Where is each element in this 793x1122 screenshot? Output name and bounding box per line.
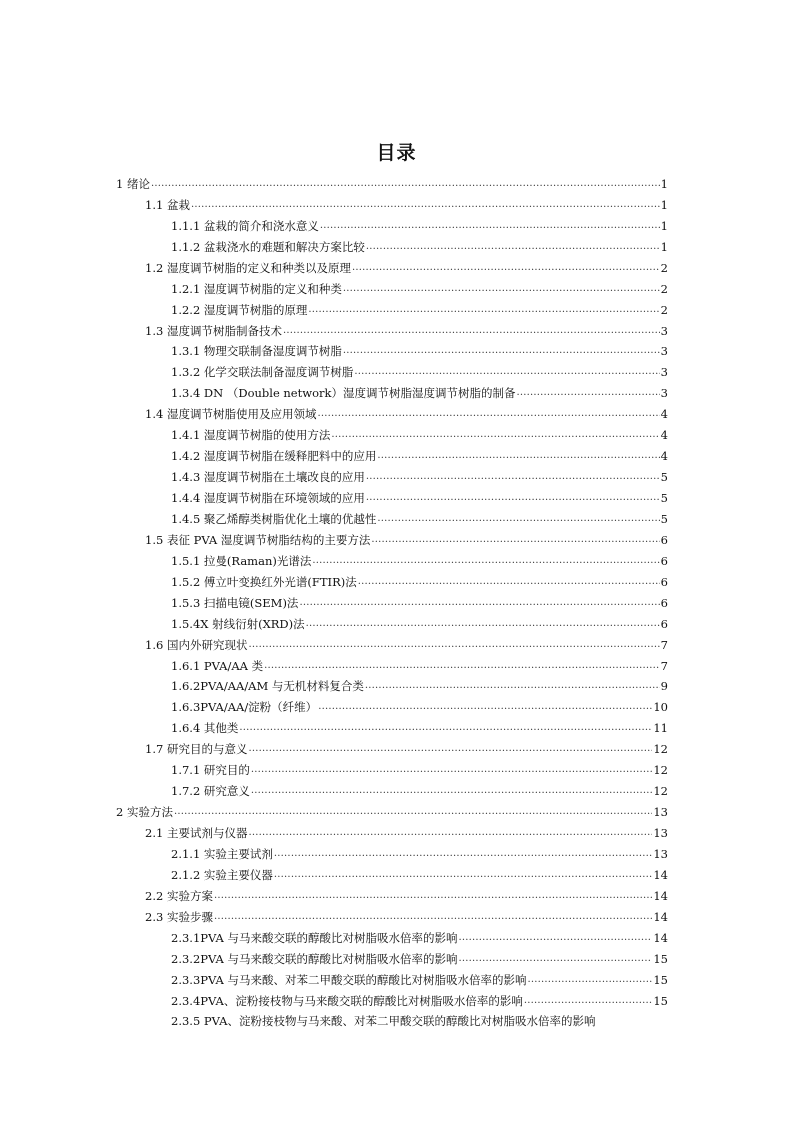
toc-page-number: 6 xyxy=(660,595,668,610)
toc-entry[interactable] xyxy=(0,758,668,779)
toc-page-number: 2 xyxy=(660,260,668,275)
toc-entry-title: 1.3 湿度调节树脂制备技术 xyxy=(145,323,282,338)
toc-dot-leader xyxy=(352,261,660,275)
toc-entry[interactable] xyxy=(0,319,668,340)
toc-entry-title: 1.2 湿度调节树脂的定义和种类以及原理 xyxy=(145,260,351,275)
toc-title: 目录 xyxy=(376,142,417,164)
toc-page-number: 12 xyxy=(653,742,668,757)
toc-entry[interactable] xyxy=(0,800,668,821)
toc-dot-leader xyxy=(318,700,652,714)
toc-entry[interactable] xyxy=(0,444,668,465)
toc-page-number: 3 xyxy=(660,365,668,380)
toc-dot-leader xyxy=(366,491,660,505)
toc-dot-leader xyxy=(371,533,659,547)
toc-page-number: 15 xyxy=(653,972,668,987)
toc-entry-title: 2 实验方法 xyxy=(116,805,173,820)
toc-entry[interactable] xyxy=(0,528,668,549)
toc-entry[interactable] xyxy=(0,947,668,968)
toc-entry-title: 1 绪论 xyxy=(116,176,150,191)
toc-entry[interactable] xyxy=(0,381,668,402)
toc-entry-title: 1.4 湿度调节树脂使用及应用领域 xyxy=(145,407,317,422)
toc-page-number: 3 xyxy=(660,386,668,401)
toc-dot-leader xyxy=(524,994,653,1008)
toc-entry[interactable] xyxy=(0,612,668,633)
toc-dot-leader xyxy=(214,910,652,924)
toc-dot-leader xyxy=(251,784,652,798)
toc-entry-title: 2.3 实验步骤 xyxy=(145,909,213,924)
toc-entry[interactable] xyxy=(0,968,668,989)
toc-page-number: 5 xyxy=(660,470,668,485)
toc-entry-title: 1.1 盆栽 xyxy=(145,197,190,212)
toc-page-number: 10 xyxy=(653,700,668,715)
toc-dot-leader xyxy=(458,952,652,966)
toc-entry[interactable] xyxy=(0,214,668,235)
toc-page-number: 14 xyxy=(653,867,668,882)
toc-page-number: 4 xyxy=(660,449,668,464)
toc-page-number: 6 xyxy=(660,574,668,589)
toc-dot-leader xyxy=(458,931,652,945)
toc-entry[interactable] xyxy=(0,675,668,696)
toc-entry-title: 2.3.2PVA 与马来酸交联的醇酸比对树脂吸水倍率的影响 xyxy=(171,951,458,966)
toc-page-number: 3 xyxy=(660,344,668,359)
toc-page-number: 1 xyxy=(660,239,668,254)
toc-entry-title: 1.6.3PVA/AA/淀粉（纤维） xyxy=(171,700,318,715)
toc-dot-leader xyxy=(366,240,660,254)
toc-entry[interactable] xyxy=(0,507,668,528)
toc-dot-leader xyxy=(283,324,660,338)
toc-entry-title: 1.7.1 研究目的 xyxy=(171,763,250,778)
toc-dot-leader xyxy=(299,596,659,610)
toc-dot-leader xyxy=(248,826,652,840)
toc-entry-title: 1.6.2PVA/AA/AM 与无机材料复合类 xyxy=(171,679,364,694)
toc-page-number: 13 xyxy=(653,846,668,861)
toc-dot-leader xyxy=(343,282,660,296)
toc-entry[interactable] xyxy=(0,465,668,486)
toc-page-number: 6 xyxy=(660,553,668,568)
toc-page-number: 12 xyxy=(653,763,668,778)
toc-dot-leader xyxy=(343,344,660,358)
toc-dot-leader xyxy=(377,449,659,463)
toc-dot-leader xyxy=(239,721,652,735)
toc-dot-leader xyxy=(248,742,652,756)
toc-page-number: 2 xyxy=(660,281,668,296)
toc-entry[interactable] xyxy=(0,193,668,214)
toc-page-number: 1 xyxy=(660,176,668,191)
toc-page-number: 6 xyxy=(660,616,668,631)
toc-entry-title: 2.3.1PVA 与马来酸交联的醇酸比对树脂吸水倍率的影响 xyxy=(171,930,458,945)
toc-entry-title: 1.6.1 PVA/AA 类 xyxy=(171,658,264,673)
toc-dot-leader xyxy=(527,973,652,987)
toc-entry[interactable] xyxy=(0,298,668,319)
toc-entry-title: 1.7 研究目的与意义 xyxy=(145,742,248,757)
toc-page-number: 5 xyxy=(660,511,668,526)
toc-page-number: 1 xyxy=(660,197,668,212)
toc-page-number: 4 xyxy=(660,407,668,422)
toc-entry[interactable] xyxy=(0,926,668,947)
toc-dot-leader xyxy=(251,763,652,777)
toc-dot-leader xyxy=(516,386,659,400)
toc-entry[interactable] xyxy=(0,884,668,905)
toc-entry-title: 1.3.2 化学交联法制备湿度调节树脂 xyxy=(171,365,354,380)
toc-entry[interactable] xyxy=(0,905,668,926)
table-of-contents xyxy=(0,172,793,1030)
toc-dot-leader xyxy=(248,638,659,652)
toc-dot-leader xyxy=(320,219,660,233)
toc-entry[interactable] xyxy=(0,863,668,884)
toc-dot-leader xyxy=(274,868,652,882)
toc-dot-leader xyxy=(317,407,659,421)
toc-page-number: 6 xyxy=(660,532,668,547)
toc-dot-leader xyxy=(151,177,660,191)
toc-entry-title: 1.6.4 其他类 xyxy=(171,721,239,736)
toc-entry-title: 2.2 实验方案 xyxy=(145,888,213,903)
toc-entry-title: 1.1.1 盆栽的简介和浇水意义 xyxy=(171,218,319,233)
toc-entry[interactable] xyxy=(0,256,668,277)
toc-page-number: 15 xyxy=(653,993,668,1008)
toc-entry-title: 1.4.1 湿度调节树脂的使用方法 xyxy=(171,428,331,443)
toc-entry[interactable] xyxy=(0,842,668,863)
toc-page-number: 13 xyxy=(653,826,668,840)
toc-dot-leader xyxy=(308,303,659,317)
toc-dot-leader xyxy=(354,365,659,379)
toc-page-number: 11 xyxy=(653,721,668,736)
toc-page-number: 7 xyxy=(660,637,668,652)
toc-page-number: 1 xyxy=(660,218,668,233)
toc-page-number: 15 xyxy=(653,951,668,966)
toc-entry[interactable] xyxy=(0,570,668,591)
toc-page-number: 14 xyxy=(653,909,668,924)
toc-entry[interactable] xyxy=(0,277,668,298)
toc-entry-title: 1.2.2 湿度调节树脂的原理 xyxy=(171,302,308,317)
toc-entry-title: 1.5.4X 射线衍射(XRD)法 xyxy=(171,616,305,631)
toc-entry[interactable] xyxy=(0,423,668,444)
toc-entry[interactable] xyxy=(0,695,668,716)
toc-entry[interactable] xyxy=(0,1010,700,1031)
toc-entry[interactable] xyxy=(0,360,668,381)
toc-page-number: 7 xyxy=(660,658,668,673)
toc-dot-leader xyxy=(274,847,652,861)
toc-entry-title: 1.1.2 盆栽浇水的难题和解决方案比较 xyxy=(171,239,365,254)
toc-entry-title: 1.4.5 聚乙烯醇类树脂优化土壤的优越性 xyxy=(171,511,377,526)
toc-entry[interactable] xyxy=(0,821,668,842)
toc-entry-title: 1.3.1 物理交联制备湿度调节树脂 xyxy=(171,344,342,359)
toc-entry-title: 2.3.5 PVA、淀粉接枝物与马来酸、对苯二甲酸交联的醇酸比对树脂吸水倍率的影响 xyxy=(171,1014,596,1029)
toc-dot-leader xyxy=(191,198,660,212)
toc-dot-leader xyxy=(365,679,660,693)
toc-dot-leader xyxy=(264,659,660,673)
toc-entry-title: 1.7.2 研究意义 xyxy=(171,784,250,799)
toc-page-number: 5 xyxy=(660,491,668,505)
toc-entry-title: 2.3.3PVA 与马来酸、对苯二甲酸交联的醇酸比对树脂吸水倍率的影响 xyxy=(171,972,527,987)
toc-dot-leader xyxy=(312,554,659,568)
toc-entry-title: 1.5.2 傅立叶变换红外光谱(FTIR)法 xyxy=(171,574,357,589)
toc-entry-title: 1.5.3 扫描电镜(SEM)法 xyxy=(171,595,299,610)
toc-entry-title: 1.4.4 湿度调节树脂在环境领域的应用 xyxy=(171,491,365,505)
toc-entry[interactable] xyxy=(0,486,668,507)
toc-dot-leader xyxy=(377,512,659,526)
toc-entry[interactable] xyxy=(0,779,668,800)
toc-dot-leader xyxy=(214,889,652,903)
toc-dot-leader xyxy=(358,575,660,589)
toc-dot-leader xyxy=(366,470,660,484)
toc-entry[interactable] xyxy=(0,549,668,570)
toc-page-number: 12 xyxy=(653,784,668,799)
toc-dot-leader xyxy=(331,428,659,442)
toc-page-number: 9 xyxy=(660,679,668,694)
toc-entry-title: 2.3.4PVA、淀粉接枝物与马来酸交联的醇酸比对树脂吸水倍率的影响 xyxy=(171,993,523,1008)
toc-entry-title: 1.3.4 DN （Double network）湿度调节树脂湿度调节树脂的制备 xyxy=(171,386,516,401)
toc-entry[interactable] xyxy=(0,235,668,256)
toc-page-number: 4 xyxy=(660,428,668,443)
toc-dot-leader xyxy=(174,805,652,819)
toc-entry[interactable] xyxy=(0,737,668,758)
toc-entry-title: 1.5 表征 PVA 湿度调节树脂结构的主要方法 xyxy=(145,532,371,547)
toc-page-number: 2 xyxy=(660,302,668,317)
toc-entry-title: 1.5.1 拉曼(Raman)光谱法 xyxy=(171,553,312,568)
toc-entry[interactable] xyxy=(0,654,668,675)
toc-entry-title: 2.1 主要试剂与仪器 xyxy=(145,826,248,840)
toc-entry-title: 2.1.1 实验主要试剂 xyxy=(171,846,273,861)
toc-page-number: 14 xyxy=(653,930,668,945)
toc-entry[interactable] xyxy=(0,591,668,612)
toc-entry-title: 1.6 国内外研究现状 xyxy=(145,637,248,652)
toc-entry-title: 1.2.1 湿度调节树脂的定义和种类 xyxy=(171,281,342,296)
toc-entry[interactable] xyxy=(0,633,668,654)
toc-dot-leader xyxy=(306,617,660,631)
toc-entry[interactable] xyxy=(0,989,668,1010)
toc-page-number: 3 xyxy=(660,323,668,338)
toc-entry[interactable] xyxy=(0,340,668,361)
toc-entry[interactable] xyxy=(0,402,668,423)
toc-entry[interactable] xyxy=(0,172,668,193)
toc-entry-title: 1.4.2 湿度调节树脂在缓释肥料中的应用 xyxy=(171,449,377,464)
toc-page-number: 14 xyxy=(653,888,668,903)
toc-entry-title: 1.4.3 湿度调节树脂在土壤改良的应用 xyxy=(171,470,365,485)
toc-page-number: 13 xyxy=(653,805,668,820)
toc-entry-title: 2.1.2 实验主要仪器 xyxy=(171,867,273,882)
toc-entry[interactable] xyxy=(0,716,668,737)
